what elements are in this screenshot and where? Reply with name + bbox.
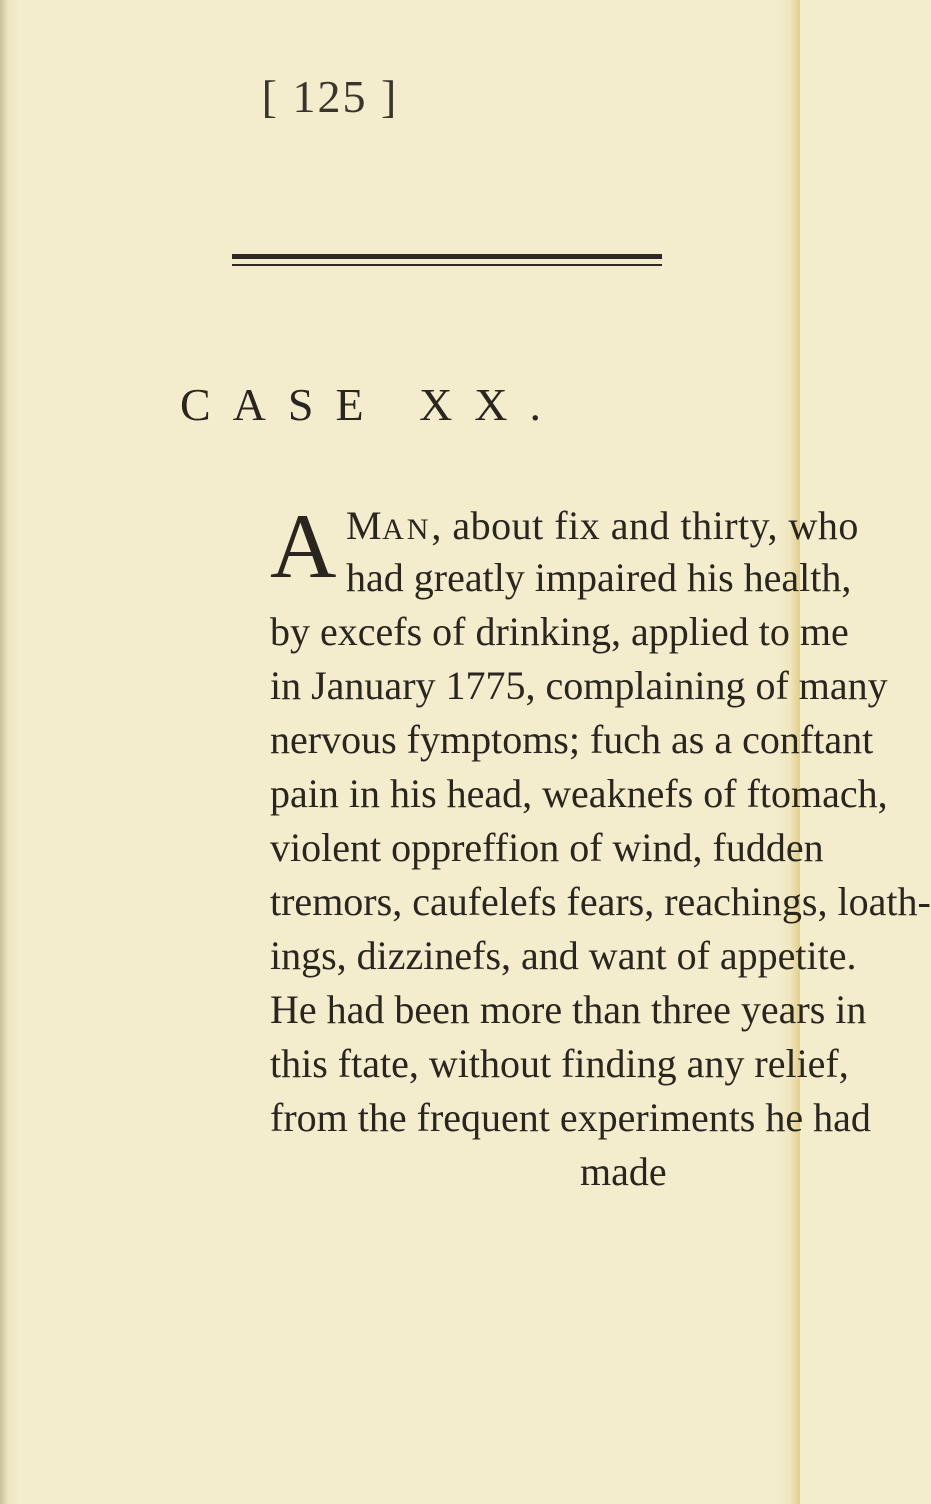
body-line-1 [346,500,859,556]
body-line-2: had greatly impaired his health, [346,555,852,600]
body-line-11: this ftate, without finding any relief, [270,1041,849,1086]
body-line-5: nervous fymptoms; fuch as a conftant [270,717,874,762]
body-line-4: in January 1775, complaining of many [270,663,888,708]
catchword: made [580,1149,667,1194]
page-number: [ 125 ] [261,71,399,122]
body-line-10: He had been more than three years in [270,987,867,1032]
body-line-7: violent oppreffion of wind, fudden [270,825,824,870]
body-line-8: tremors, caufelefs fears, reachings, loath- [270,879,931,924]
first-line-rest: , about fix and thirty, who [431,503,859,548]
case-heading: CASE XX. [180,379,564,430]
header-rule-thick [232,254,662,259]
body-line-3: by excefs of drinking, applied to me [270,609,849,654]
body-line-6: pain in his head, weaknefs of ftomach, [270,771,888,816]
header-rule-thin [232,264,662,266]
drop-cap: A [270,495,337,597]
first-word-initial: M [346,503,383,548]
body-line-9: ings, dizzinefs, and want of appetite. [270,933,857,978]
first-word-rest: AN [382,513,432,546]
body-line-12: from the frequent experiments he had [270,1095,871,1140]
